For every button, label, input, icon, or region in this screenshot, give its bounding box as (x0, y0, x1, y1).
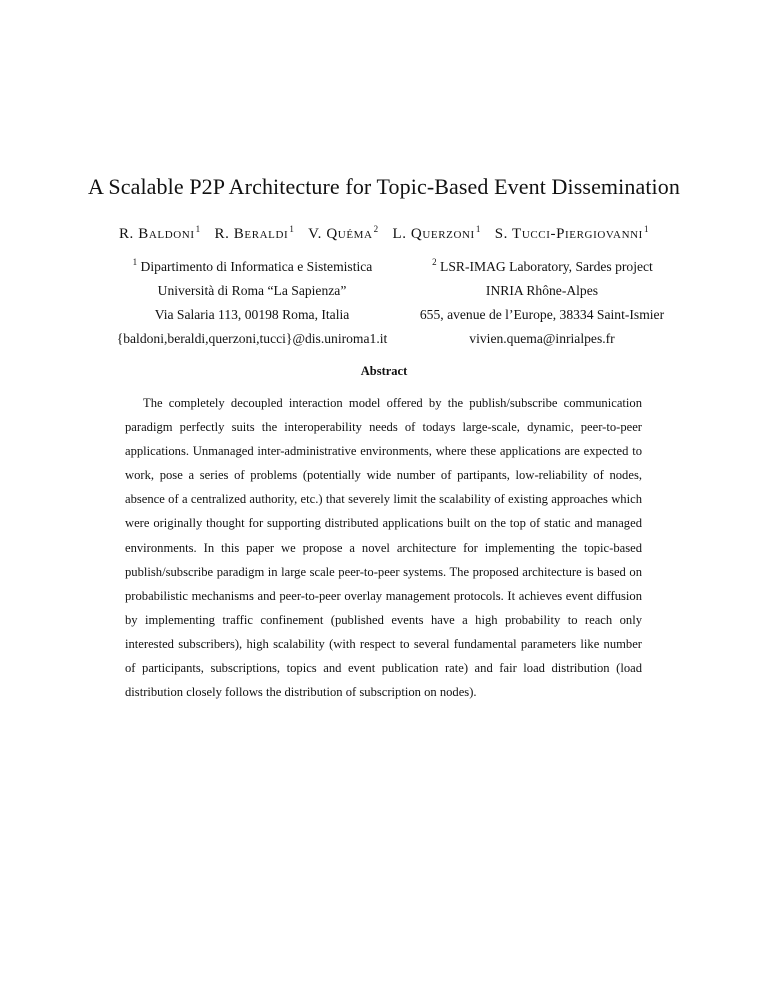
affiliation-dept-text: Dipartimento di Informatica e Sistemistica (140, 259, 373, 274)
affiliation-institute: INRIA Rhône-Alpes (485, 283, 599, 298)
author-list (0, 224, 768, 243)
affiliation-email: vivien.quema@inrialpes.fr (469, 331, 615, 346)
author-name: R. Beraldi (214, 226, 289, 242)
affiliation-lab-text: LSR-IMAG Laboratory, Sardes project (440, 259, 653, 274)
affiliation-university: Università di Roma “La Sapienza” (157, 283, 347, 298)
affiliation-address: 655, avenue de l’Europe, 38334 Saint-Ismier (419, 307, 665, 322)
author-beraldi (214, 224, 294, 243)
author-quema (308, 224, 379, 243)
abstract-text: The completely decoupled interaction model offered by the publish/subscribe communication paradigm perfectly suits the interoperability needs of todays large-scale, dynamic, peer-to-peer applications. Unmanaged inter-administrative environments, where these applications are expected to work, pose a series of problems (potentially wide number of partipants, low-reliability of nodes, absence of a centralized authority, etc.) that severely limit the scalability of existing approaches which were originally thought for supporting distributed applications built on the top of static and managed environments. In this paper we propose a novel architecture for implementing the topic-based publish/subscribe paradigm in large scale peer-to-peer systems. The proposed architecture is based on probabilistic mechanisms and peer-to-peer overlay management protocols. It achieves event diffusion by implementing traffic confinement (published events have a high probability to reach only interested subscribers), high scalability (with respect to several fundamental parameters like number of participants, subscriptions, topics and event publication rate) and fair load distribution (load distribution closely follows the distribution of subscription on nodes). (125, 396, 642, 700)
affiliation-marker: 1 (132, 257, 138, 267)
affiliation-marker: 1 (643, 224, 650, 234)
author-tucci-piergiovanni (495, 224, 649, 243)
affiliation-marker: 1 (475, 224, 481, 234)
affiliation-rome (108, 250, 396, 351)
affiliation-email: {baldoni,beraldi,querzoni,tucci}@dis.uniroma1.it (116, 331, 388, 346)
affiliation-marker: 2 (432, 257, 437, 267)
author-baldoni (119, 224, 201, 243)
author-querzoni (392, 224, 480, 243)
author-name: V. Quéma (308, 226, 373, 242)
author-name: S. Tucci-Piergiovanni (494, 226, 643, 242)
abstract-heading: Abstract (360, 364, 408, 378)
affiliation-dept (108, 250, 396, 279)
affiliation-marker: 1 (195, 224, 201, 234)
affiliation-inria (400, 250, 684, 351)
affiliation-marker: 2 (373, 224, 379, 234)
author-name: R. Baldoni (118, 226, 195, 242)
paper-title: A Scalable P2P Architecture for Topic-Based Event Dissemination (88, 174, 680, 199)
affiliation-lab (400, 250, 684, 279)
author-name: L. Querzoni (392, 226, 475, 242)
affiliation-address: Via Salaria 113, 00198 Roma, Italia (154, 307, 350, 322)
affiliation-marker: 1 (289, 224, 295, 234)
